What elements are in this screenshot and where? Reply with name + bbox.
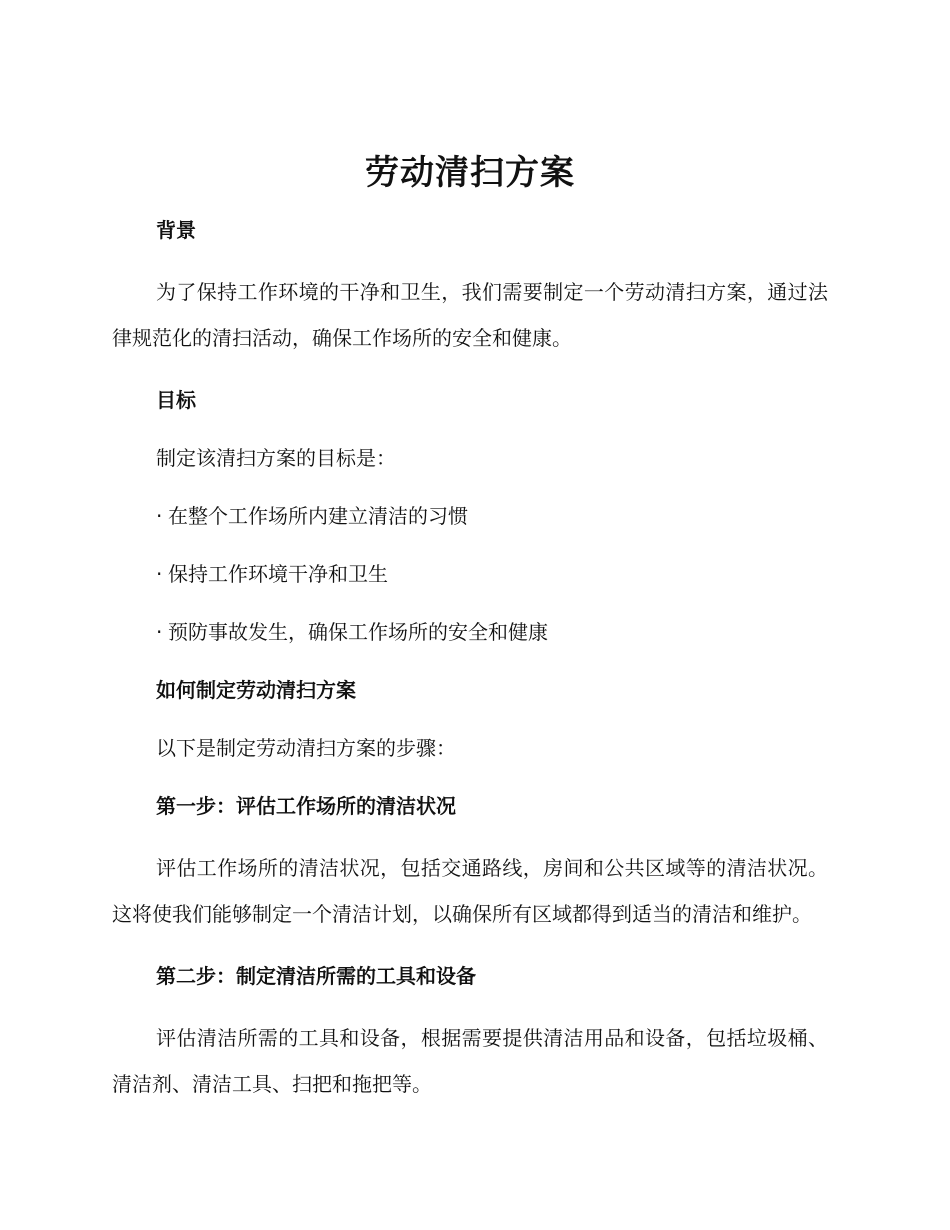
step-heading-2: 第二步：制定清洁所需的工具和设备	[156, 964, 476, 988]
goal-bullet-item	[156, 613, 828, 651]
bullet-dot-icon: ·	[156, 562, 163, 586]
section-heading-goals: 目标	[156, 388, 196, 412]
step2-paragraph: 评估清洁所需的工具和设备，根据需要提供清洁用品和设备，包括垃圾桶、清洁剂、清洁工具、扫把和拖把等。	[112, 1026, 828, 1096]
goal-bullet-text: 在整个工作场所内建立清洁的习惯	[168, 504, 468, 528]
howto-intro: 以下是制定劳动清扫方案的步骤：	[156, 736, 456, 760]
section-heading-howto: 如何制定劳动清扫方案	[156, 678, 356, 702]
goal-bullet-text: 保持工作环境干净和卫生	[168, 562, 388, 586]
document-title: 劳动清扫方案	[365, 153, 575, 193]
section-heading-background: 背景	[156, 218, 196, 242]
step-heading-1: 第一步：评估工作场所的清洁状况	[156, 794, 456, 818]
bullet-dot-icon: ·	[156, 504, 163, 528]
goals-intro: 制定该清扫方案的目标是：	[156, 446, 396, 470]
goal-bullet-text: 预防事故发生，确保工作场所的安全和健康	[168, 620, 548, 644]
goal-bullet-item	[156, 497, 828, 535]
background-paragraph: 为了保持工作环境的干净和卫生，我们需要制定一个劳动清扫方案，通过法律规范化的清扫活动，确保工作场所的安全和健康。	[112, 280, 828, 350]
step1-paragraph: 评估工作场所的清洁状况，包括交通路线，房间和公共区域等的清洁状况。这将使我们能够制定一个清洁计划，以确保所有区域都得到适当的清洁和维护。	[112, 856, 828, 926]
goal-bullet-item	[156, 555, 828, 593]
bullet-dot-icon: ·	[156, 620, 163, 644]
